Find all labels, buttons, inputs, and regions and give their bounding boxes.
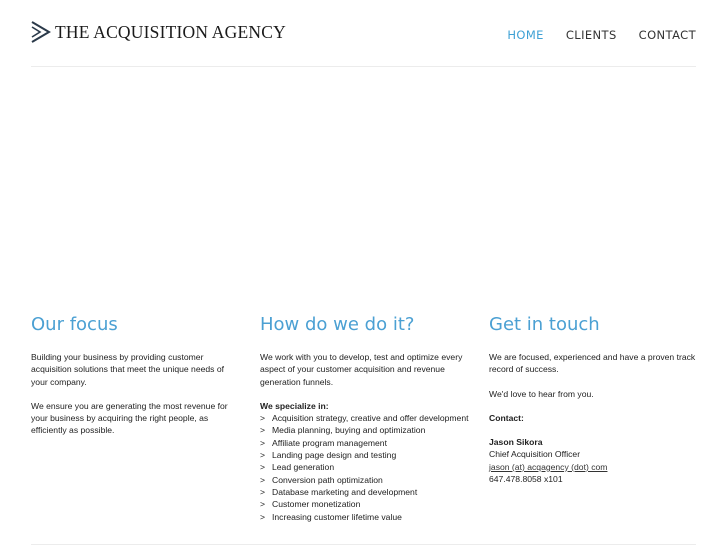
section-get-in-touch xyxy=(489,314,699,485)
touch-paragraph-1: We are focused, experienced and have a proven track record of success. xyxy=(489,352,696,375)
section-how xyxy=(260,314,472,523)
section-title: Get in touch xyxy=(489,314,600,335)
list-item: > Lead generation xyxy=(260,461,472,473)
contact-role: Chief Acquisition Officer xyxy=(489,449,581,460)
touch-paragraph-2: We'd love to hear from you. xyxy=(489,388,594,399)
logo-chevron-icon xyxy=(31,21,51,43)
nav-contact[interactable]: CONTACT xyxy=(638,28,696,42)
section-our-focus xyxy=(31,314,241,449)
list-item: > Increasing customer lifetime value xyxy=(260,511,472,523)
brand-logo[interactable] xyxy=(31,21,286,43)
list-item: > Acquisition strategy, creative and offer development xyxy=(260,412,472,424)
focus-paragraph-2: We ensure you are generating the most revenue for your business by acquiring the right people, as efficiently as possible. xyxy=(31,400,228,436)
site-header xyxy=(31,0,696,67)
nav-clients[interactable]: CLIENTS xyxy=(565,28,617,42)
list-item: > Affiliate program management xyxy=(260,437,472,449)
section-title: Our focus xyxy=(31,314,118,335)
how-paragraph: We work with you to develop, test and optimize every aspect of your customer acquisition and revenue generation funnels. xyxy=(260,352,463,387)
focus-paragraph-1: Building your business by providing customer acquisition solutions that meet the unique needs of your company. xyxy=(31,352,225,387)
list-item: > Landing page design and testing xyxy=(260,449,472,461)
list-item: > Conversion path optimization xyxy=(260,474,472,486)
specialties-list xyxy=(260,412,472,523)
list-item: > Database marketing and development xyxy=(260,486,472,498)
contact-label: Contact: xyxy=(489,412,524,423)
list-item: > Media planning, buying and optimization xyxy=(260,424,472,436)
specialize-label: We specialize in: xyxy=(260,400,329,411)
contact-phone: 647.478.8058 x101 xyxy=(489,474,563,485)
contact-email-link[interactable]: jason (at) acqagency (dot) com xyxy=(489,461,608,472)
nav-home[interactable]: HOME xyxy=(507,28,544,42)
list-item: > Customer monetization xyxy=(260,498,472,510)
section-title: How do we do it? xyxy=(260,314,415,335)
main-nav xyxy=(507,28,696,42)
brand-name: THE ACQUISITION AGENCY xyxy=(55,21,286,42)
contact-name: Jason Sikora xyxy=(489,437,543,448)
